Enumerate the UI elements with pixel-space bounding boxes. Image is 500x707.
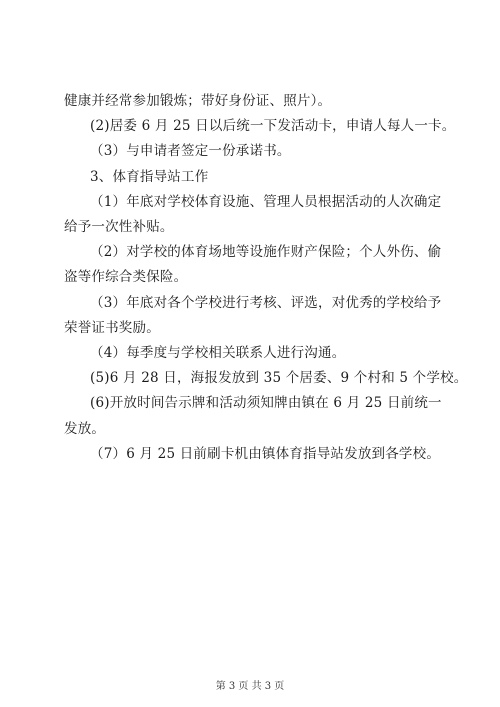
text-line-2: (2)居委 6 月 25 日以后统一下发活动卡，申请人每人一卡。 bbox=[90, 118, 456, 135]
text-line-9: （3）年底对各个学校进行考核、评选，对优秀的学校给予 bbox=[90, 294, 442, 311]
text-line-7: （2）对学校的体育场地等设施作财产保险；个人外伤、偷 bbox=[90, 244, 442, 261]
document-body bbox=[64, 89, 468, 467]
section-heading: 3、体育指导站工作 bbox=[90, 168, 209, 185]
text-line-1: 健康并经常参加锻炼；带好身份证、照片）。 bbox=[64, 93, 332, 109]
text-line-15: （7）6 月 25 日前刷卡机由镇体育指导站发放到各学校。 bbox=[90, 445, 441, 462]
text-line-11: （4）每季度与学校相关联系人进行沟通。 bbox=[90, 345, 346, 362]
text-line-6: 给予一次性补贴。 bbox=[64, 219, 174, 236]
text-line-8: 盗等作综合类保险。 bbox=[64, 269, 188, 286]
text-line-12: (5)6 月 28 日，海报发放到 35 个居委、9 个村和 5 个学校。 bbox=[90, 370, 468, 387]
text-line-13: (6)开放时间告示牌和活动须知牌由镇在 6 月 25 日前统一 bbox=[90, 395, 442, 412]
page-footer: 第 3 页 共 3 页 bbox=[215, 681, 285, 692]
text-line-14: 发放。 bbox=[64, 420, 106, 437]
text-line-10: 荣誉证书奖励。 bbox=[64, 319, 160, 336]
text-line-3: （3）与申请者签定一份承诺书。 bbox=[90, 143, 291, 160]
text-line-5: （1）年底对学校体育设施、管理人员根据活动的人次确定 bbox=[90, 193, 442, 210]
